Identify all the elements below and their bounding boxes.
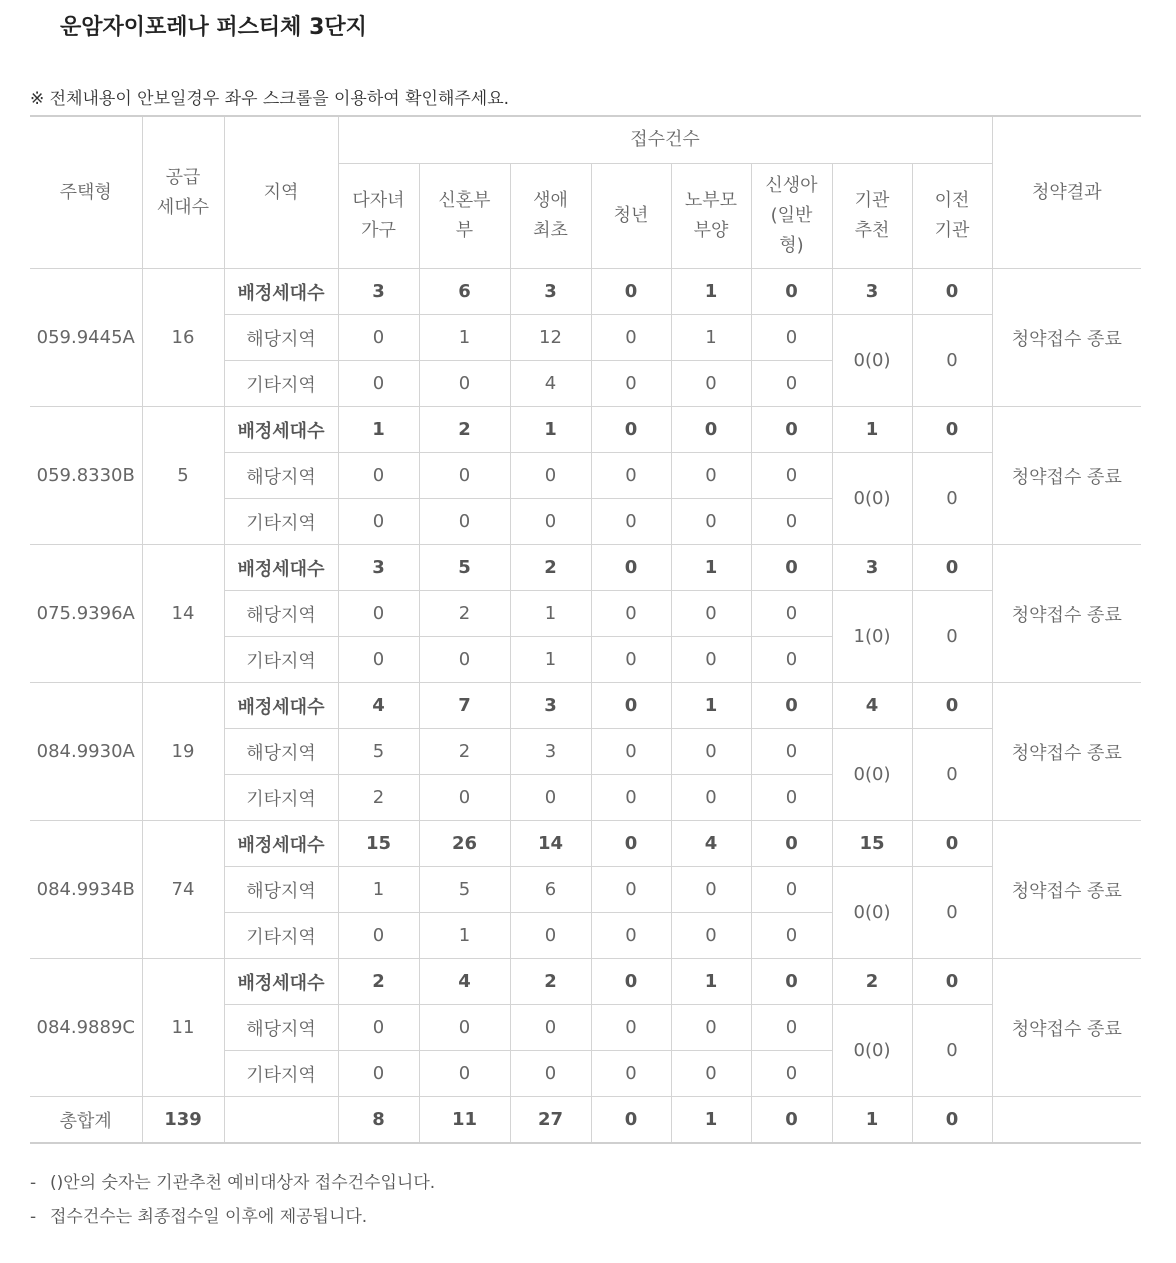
local-value: 3 xyxy=(510,729,591,775)
total-value: 0 xyxy=(912,1097,992,1144)
other-value: 0 xyxy=(751,499,832,545)
region-label-alloc: 배정세대수 xyxy=(224,821,338,867)
other-value: 0 xyxy=(591,637,671,683)
alloc-value: 0 xyxy=(912,545,992,591)
alloc-value: 0 xyxy=(912,269,992,315)
region-label-other: 기타지역 xyxy=(224,775,338,821)
region-label-other: 기타지역 xyxy=(224,637,338,683)
table-row xyxy=(30,683,1141,729)
table-row xyxy=(30,545,1141,591)
region-label-local: 해당지역 xyxy=(224,729,338,775)
local-value: 0 xyxy=(338,315,419,361)
other-value: 0 xyxy=(751,1051,832,1097)
housing-type: 075.9396A xyxy=(30,545,142,683)
header-sub-3: 청년 xyxy=(591,164,671,269)
local-value: 0 xyxy=(751,1005,832,1051)
institution-recommend-count: 0(0) xyxy=(832,1005,912,1097)
supply-count: 74 xyxy=(142,821,224,959)
total-value: 1 xyxy=(832,1097,912,1144)
other-value: 0 xyxy=(751,775,832,821)
local-value: 0 xyxy=(591,453,671,499)
header-sub-2: 생애 최초 xyxy=(510,164,591,269)
other-value: 0 xyxy=(671,913,751,959)
footnote-text: ()안의 숫자는 기관추천 예비대상자 접수건수입니다. xyxy=(50,1173,436,1193)
header-supply-text: 공급 세대수 xyxy=(156,166,210,218)
alloc-value: 2 xyxy=(510,545,591,591)
region-label-alloc: 배정세대수 xyxy=(224,545,338,591)
alloc-value: 1 xyxy=(671,959,751,1005)
alloc-value: 0 xyxy=(751,269,832,315)
other-value: 0 xyxy=(419,499,510,545)
region-label-other: 기타지역 xyxy=(224,1051,338,1097)
local-value: 0 xyxy=(419,1005,510,1051)
header-sub-5: 신생아 (일반 형) xyxy=(751,164,832,269)
page-title: 운암자이포레나 퍼스티체 3단지 xyxy=(60,15,367,40)
housing-type: 084.9930A xyxy=(30,683,142,821)
alloc-value: 2 xyxy=(510,959,591,1005)
other-value: 0 xyxy=(591,913,671,959)
local-value: 1 xyxy=(510,591,591,637)
other-value: 0 xyxy=(751,913,832,959)
other-value: 0 xyxy=(751,637,832,683)
local-value: 0 xyxy=(671,1005,751,1051)
alloc-value: 1 xyxy=(671,683,751,729)
header-sub-4: 노부모 부양 xyxy=(671,164,751,269)
other-value: 0 xyxy=(419,361,510,407)
result-status: 청약접수 종료 xyxy=(992,959,1141,1097)
result-status: 청약접수 종료 xyxy=(992,821,1141,959)
other-value: 0 xyxy=(671,499,751,545)
other-value: 0 xyxy=(671,637,751,683)
local-value: 1 xyxy=(671,315,751,361)
footnote-dash: - xyxy=(30,1207,37,1227)
region-label-alloc: 배정세대수 xyxy=(224,683,338,729)
local-value: 0 xyxy=(751,867,832,913)
other-value: 0 xyxy=(338,913,419,959)
local-value: 0 xyxy=(671,729,751,775)
local-value: 0 xyxy=(338,1005,419,1051)
header-housing-type: 주택형 xyxy=(30,116,142,269)
table-row xyxy=(30,407,1141,453)
total-label: 총합계 xyxy=(30,1097,142,1144)
local-value: 0 xyxy=(751,591,832,637)
footnote-item xyxy=(30,1200,435,1234)
local-value: 0 xyxy=(591,591,671,637)
supply-count: 14 xyxy=(142,545,224,683)
table-row xyxy=(30,959,1141,1005)
alloc-value: 5 xyxy=(419,545,510,591)
relocated-institution-count: 0 xyxy=(912,315,992,407)
table-row xyxy=(30,269,1141,315)
other-value: 0 xyxy=(591,361,671,407)
housing-type: 059.8330B xyxy=(30,407,142,545)
other-value: 0 xyxy=(591,1051,671,1097)
alloc-value: 0 xyxy=(751,959,832,1005)
header-sub-0: 다자녀 가구 xyxy=(338,164,419,269)
alloc-value: 1 xyxy=(510,407,591,453)
total-region-empty xyxy=(224,1097,338,1144)
local-value: 2 xyxy=(419,591,510,637)
local-value: 0 xyxy=(510,1005,591,1051)
region-label-local: 해당지역 xyxy=(224,1005,338,1051)
local-value: 0 xyxy=(751,453,832,499)
local-value: 0 xyxy=(671,453,751,499)
header-sub-1: 신혼부 부 xyxy=(419,164,510,269)
result-status: 청약접수 종료 xyxy=(992,407,1141,545)
region-label-local: 해당지역 xyxy=(224,315,338,361)
alloc-value: 3 xyxy=(338,269,419,315)
other-value: 1 xyxy=(510,637,591,683)
alloc-value: 1 xyxy=(338,407,419,453)
local-value: 5 xyxy=(419,867,510,913)
alloc-value: 4 xyxy=(832,683,912,729)
other-value: 0 xyxy=(510,775,591,821)
total-value: 0 xyxy=(751,1097,832,1144)
local-value: 0 xyxy=(591,315,671,361)
local-value: 5 xyxy=(338,729,419,775)
alloc-value: 0 xyxy=(591,821,671,867)
institution-recommend-count: 0(0) xyxy=(832,729,912,821)
alloc-value: 0 xyxy=(912,683,992,729)
alloc-value: 26 xyxy=(419,821,510,867)
alloc-value: 0 xyxy=(591,269,671,315)
supply-count: 11 xyxy=(142,959,224,1097)
region-label-other: 기타지역 xyxy=(224,361,338,407)
region-label-alloc: 배정세대수 xyxy=(224,269,338,315)
alloc-value: 2 xyxy=(338,959,419,1005)
supply-count: 5 xyxy=(142,407,224,545)
institution-recommend-count: 0(0) xyxy=(832,867,912,959)
local-value: 12 xyxy=(510,315,591,361)
other-value: 4 xyxy=(510,361,591,407)
alloc-value: 0 xyxy=(591,545,671,591)
footnote-text: 접수건수는 최종접수일 이후에 제공됩니다. xyxy=(50,1207,368,1227)
other-value: 0 xyxy=(338,361,419,407)
result-status: 청약접수 종료 xyxy=(992,545,1141,683)
supply-count: 19 xyxy=(142,683,224,821)
alloc-value: 0 xyxy=(751,821,832,867)
header-sub-7: 이전 기관 xyxy=(912,164,992,269)
other-value: 0 xyxy=(419,637,510,683)
header-received: 접수건수 xyxy=(338,116,992,164)
local-value: 1 xyxy=(338,867,419,913)
alloc-value: 3 xyxy=(510,683,591,729)
total-supply: 139 xyxy=(142,1097,224,1144)
housing-type: 084.9934B xyxy=(30,821,142,959)
other-value: 0 xyxy=(338,499,419,545)
region-label-local: 해당지역 xyxy=(224,453,338,499)
relocated-institution-count: 0 xyxy=(912,1005,992,1097)
local-value: 0 xyxy=(751,315,832,361)
alloc-value: 0 xyxy=(671,407,751,453)
local-value: 0 xyxy=(338,453,419,499)
other-value: 2 xyxy=(338,775,419,821)
local-value: 0 xyxy=(419,453,510,499)
alloc-value: 4 xyxy=(671,821,751,867)
alloc-value: 0 xyxy=(591,959,671,1005)
region-label-alloc: 배정세대수 xyxy=(224,407,338,453)
other-value: 0 xyxy=(591,775,671,821)
footnotes xyxy=(30,1166,435,1234)
institution-recommend-count: 0(0) xyxy=(832,315,912,407)
total-value: 1 xyxy=(671,1097,751,1144)
alloc-value: 15 xyxy=(832,821,912,867)
region-label-other: 기타지역 xyxy=(224,499,338,545)
other-value: 0 xyxy=(338,637,419,683)
alloc-value: 1 xyxy=(671,545,751,591)
region-label-local: 해당지역 xyxy=(224,867,338,913)
institution-recommend-count: 1(0) xyxy=(832,591,912,683)
other-value: 0 xyxy=(751,361,832,407)
region-label-local: 해당지역 xyxy=(224,591,338,637)
total-value: 8 xyxy=(338,1097,419,1144)
subscription-table xyxy=(30,115,1141,1144)
housing-type: 059.9445A xyxy=(30,269,142,407)
total-value: 0 xyxy=(591,1097,671,1144)
footnote-item xyxy=(30,1166,435,1200)
region-label-other: 기타지역 xyxy=(224,913,338,959)
alloc-value: 3 xyxy=(832,545,912,591)
local-value: 0 xyxy=(671,867,751,913)
alloc-value: 6 xyxy=(419,269,510,315)
relocated-institution-count: 0 xyxy=(912,453,992,545)
header-result: 청약결과 xyxy=(992,116,1141,269)
header-sub-6: 기관 추천 xyxy=(832,164,912,269)
table-row xyxy=(30,821,1141,867)
local-value: 0 xyxy=(510,453,591,499)
alloc-value: 2 xyxy=(419,407,510,453)
header-region: 지역 xyxy=(224,116,338,269)
alloc-value: 0 xyxy=(912,821,992,867)
alloc-value: 0 xyxy=(591,407,671,453)
alloc-value: 2 xyxy=(832,959,912,1005)
local-value: 6 xyxy=(510,867,591,913)
other-value: 0 xyxy=(510,499,591,545)
alloc-value: 14 xyxy=(510,821,591,867)
local-value: 0 xyxy=(591,867,671,913)
alloc-value: 0 xyxy=(751,683,832,729)
other-value: 1 xyxy=(419,913,510,959)
local-value: 0 xyxy=(671,591,751,637)
relocated-institution-count: 0 xyxy=(912,867,992,959)
result-status: 청약접수 종료 xyxy=(992,683,1141,821)
result-status: 청약접수 종료 xyxy=(992,269,1141,407)
footnote-dash: - xyxy=(30,1173,37,1193)
local-value: 0 xyxy=(591,1005,671,1051)
alloc-value: 0 xyxy=(751,545,832,591)
other-value: 0 xyxy=(671,775,751,821)
alloc-value: 0 xyxy=(591,683,671,729)
local-value: 0 xyxy=(751,729,832,775)
scroll-notice: ※ 전체내용이 안보일경우 좌우 스크롤을 이용하여 확인해주세요. xyxy=(30,89,510,109)
local-value: 2 xyxy=(419,729,510,775)
relocated-institution-count: 0 xyxy=(912,591,992,683)
other-value: 0 xyxy=(671,1051,751,1097)
local-value: 0 xyxy=(338,591,419,637)
header-supply xyxy=(142,116,224,269)
region-label-alloc: 배정세대수 xyxy=(224,959,338,1005)
alloc-value: 4 xyxy=(338,683,419,729)
local-value: 1 xyxy=(419,315,510,361)
alloc-value: 1 xyxy=(671,269,751,315)
other-value: 0 xyxy=(510,1051,591,1097)
alloc-value: 7 xyxy=(419,683,510,729)
alloc-value: 15 xyxy=(338,821,419,867)
alloc-value: 0 xyxy=(751,407,832,453)
other-value: 0 xyxy=(419,775,510,821)
relocated-institution-count: 0 xyxy=(912,729,992,821)
total-value: 27 xyxy=(510,1097,591,1144)
alloc-value: 3 xyxy=(510,269,591,315)
other-value: 0 xyxy=(338,1051,419,1097)
other-value: 0 xyxy=(671,361,751,407)
alloc-value: 3 xyxy=(338,545,419,591)
alloc-value: 3 xyxy=(832,269,912,315)
table-scroll-container[interactable] xyxy=(30,115,1141,1144)
total-result-empty xyxy=(992,1097,1141,1144)
total-row xyxy=(30,1097,1141,1144)
total-value: 11 xyxy=(419,1097,510,1144)
alloc-value: 0 xyxy=(912,959,992,1005)
alloc-value: 4 xyxy=(419,959,510,1005)
housing-type: 084.9889C xyxy=(30,959,142,1097)
alloc-value: 0 xyxy=(912,407,992,453)
other-value: 0 xyxy=(591,499,671,545)
other-value: 0 xyxy=(510,913,591,959)
local-value: 0 xyxy=(591,729,671,775)
other-value: 0 xyxy=(419,1051,510,1097)
supply-count: 16 xyxy=(142,269,224,407)
alloc-value: 1 xyxy=(832,407,912,453)
institution-recommend-count: 0(0) xyxy=(832,453,912,545)
